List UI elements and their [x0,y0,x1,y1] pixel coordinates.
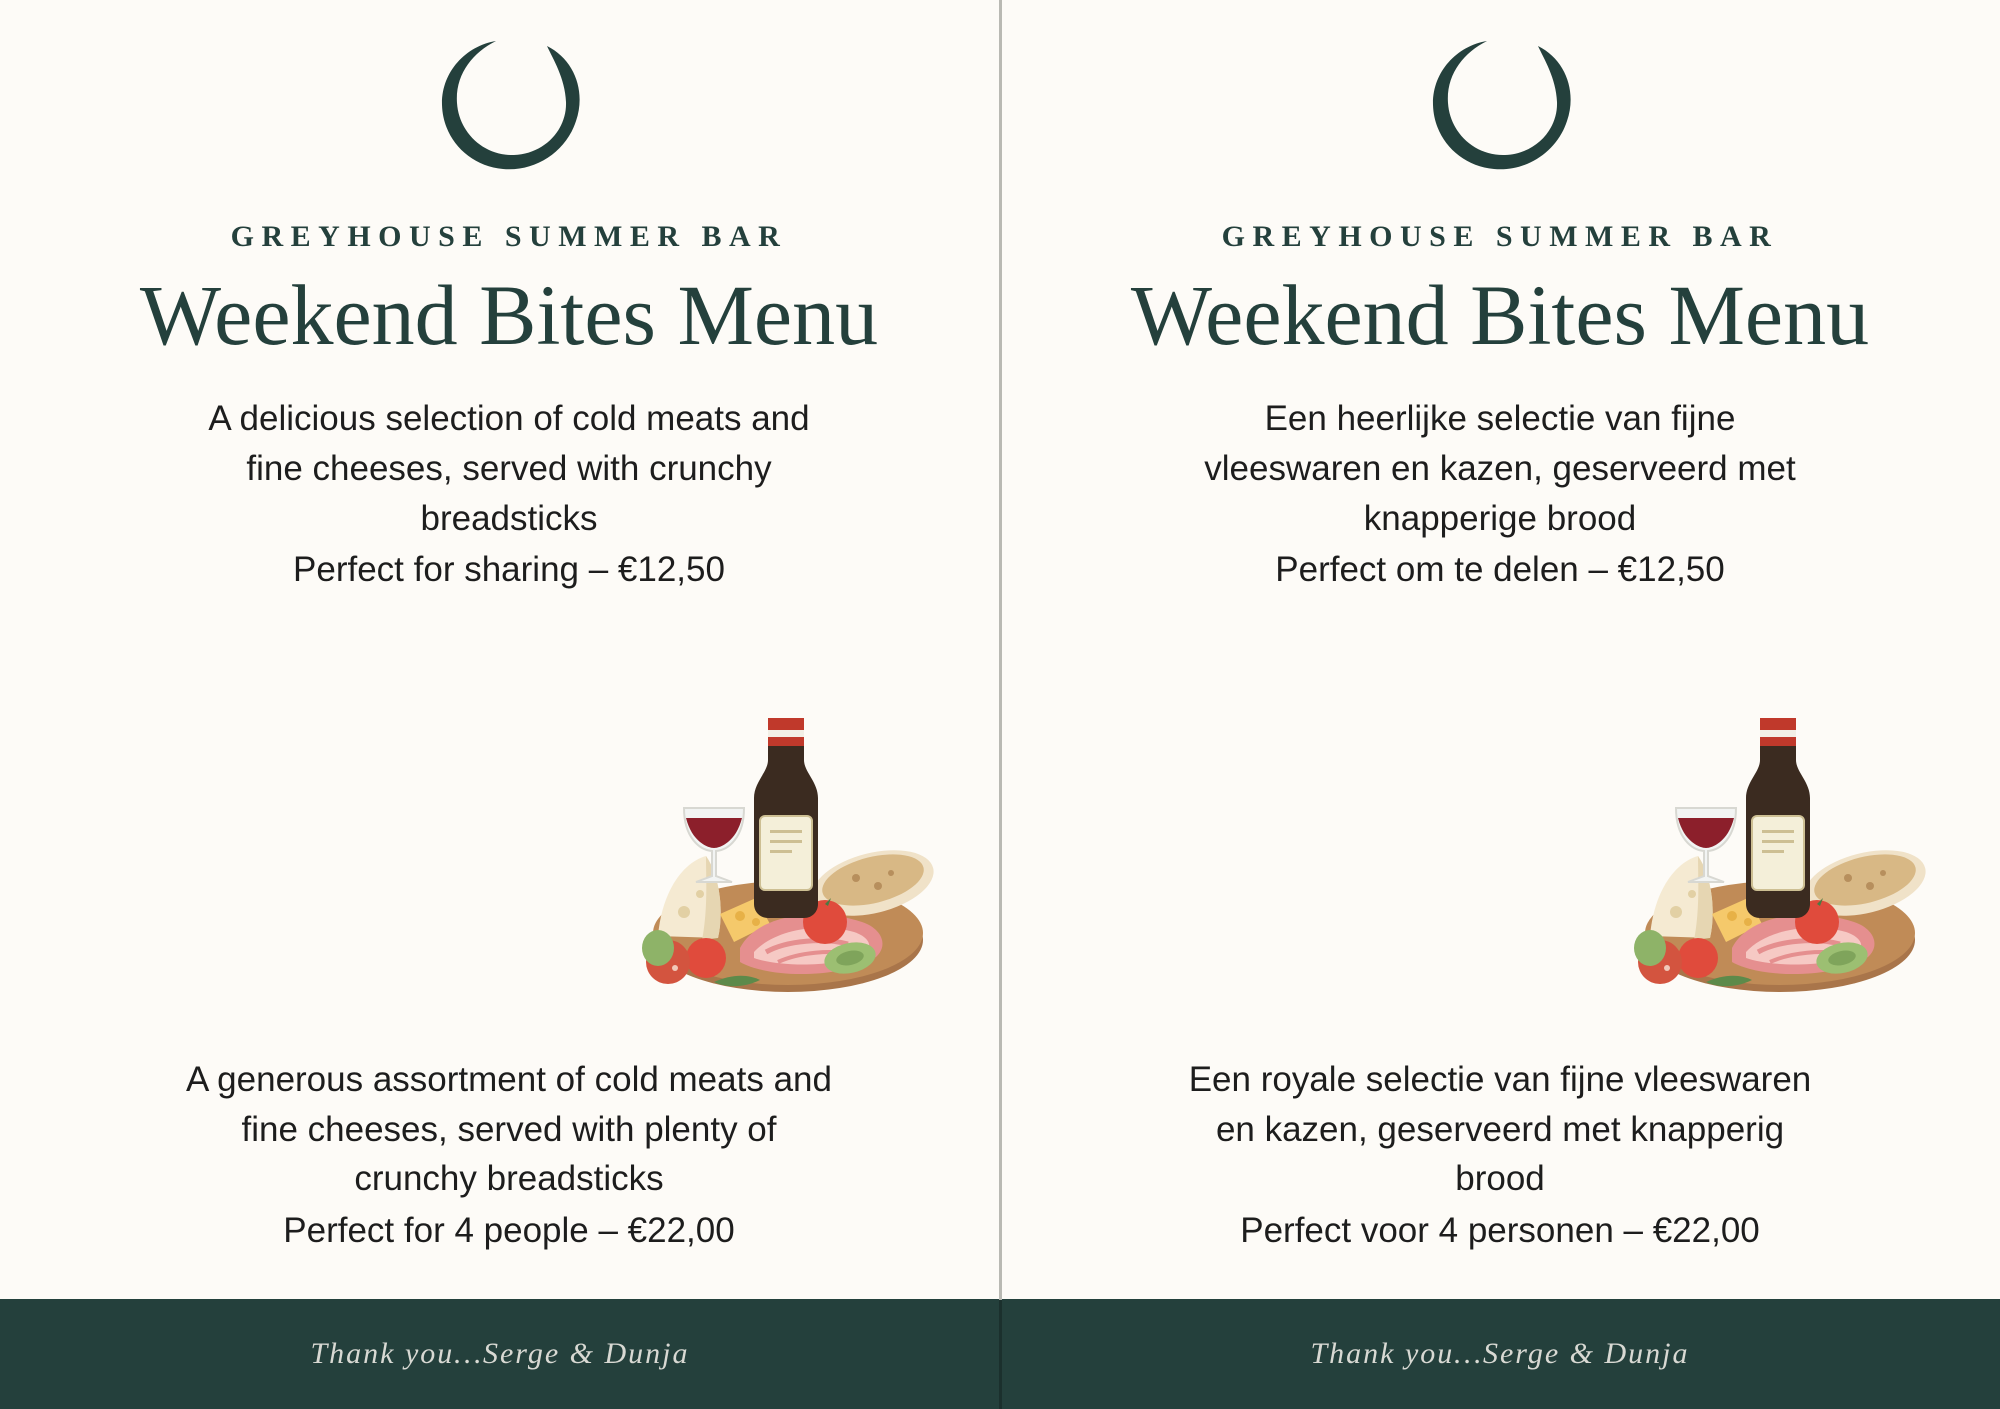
greyhouse-brush-circle-logo [1420,26,1580,186]
menu-item-one-description [1150,394,1850,595]
footer-seam [999,1299,1002,1409]
description-line: breadsticks [420,498,598,538]
description-line: knapperige brood [1363,498,1637,538]
brand-name: GREYHOUSE SUMMER BAR [230,220,788,253]
footer-half-english [0,1299,1000,1409]
footer-signature: Thank you…Serge & Dunja [310,1337,690,1370]
description-line: en kazen, geserveerd met knapperig [1215,1109,1785,1149]
description-line: fine cheeses, served with plenty of [241,1109,777,1149]
menu-item-two-price: Perfect voor 4 personen – €22,00 [1240,1211,1760,1251]
description-line: Een heerlijke selectie van fijne [1264,399,1736,439]
page-title: Weekend Bites Menu [139,267,879,363]
charcuterie-platter-illustration [1620,690,1940,1020]
footer-half-dutch [1000,1299,2000,1409]
menu-item-two-description [1120,1055,1880,1256]
footer-signature: Thank you…Serge & Dunja [1310,1337,1690,1370]
description-line: vleeswaren en kazen, geserveerd met [1204,448,1796,488]
charcuterie-platter-illustration [628,690,948,1020]
description-line: brood [1455,1159,1545,1199]
menu-panel-dutch [1000,0,2000,1409]
page-title: Weekend Bites Menu [1130,267,1870,363]
menu-item-one-price: Perfect for sharing – €12,50 [293,550,725,590]
menu-item-one-description [159,394,859,595]
menu-item-two-description [129,1055,889,1256]
description-line: A generous assortment of cold meats and [186,1060,832,1099]
description-line: fine cheeses, served with crunchy [246,448,772,488]
panel-divider [999,0,1002,1300]
description-line: A delicious selection of cold meats and [208,399,810,439]
description-line: Een royale selectie van fijne vleeswaren [1188,1060,1812,1099]
greyhouse-brush-circle-logo [429,26,589,186]
description-line: crunchy breadsticks [354,1159,664,1199]
brand-name: GREYHOUSE SUMMER BAR [1221,220,1779,253]
menu-item-one-price: Perfect om te delen – €12,50 [1275,550,1725,590]
menu-item-two-price: Perfect for 4 people – €22,00 [283,1211,735,1251]
footer-band [0,1299,2000,1409]
